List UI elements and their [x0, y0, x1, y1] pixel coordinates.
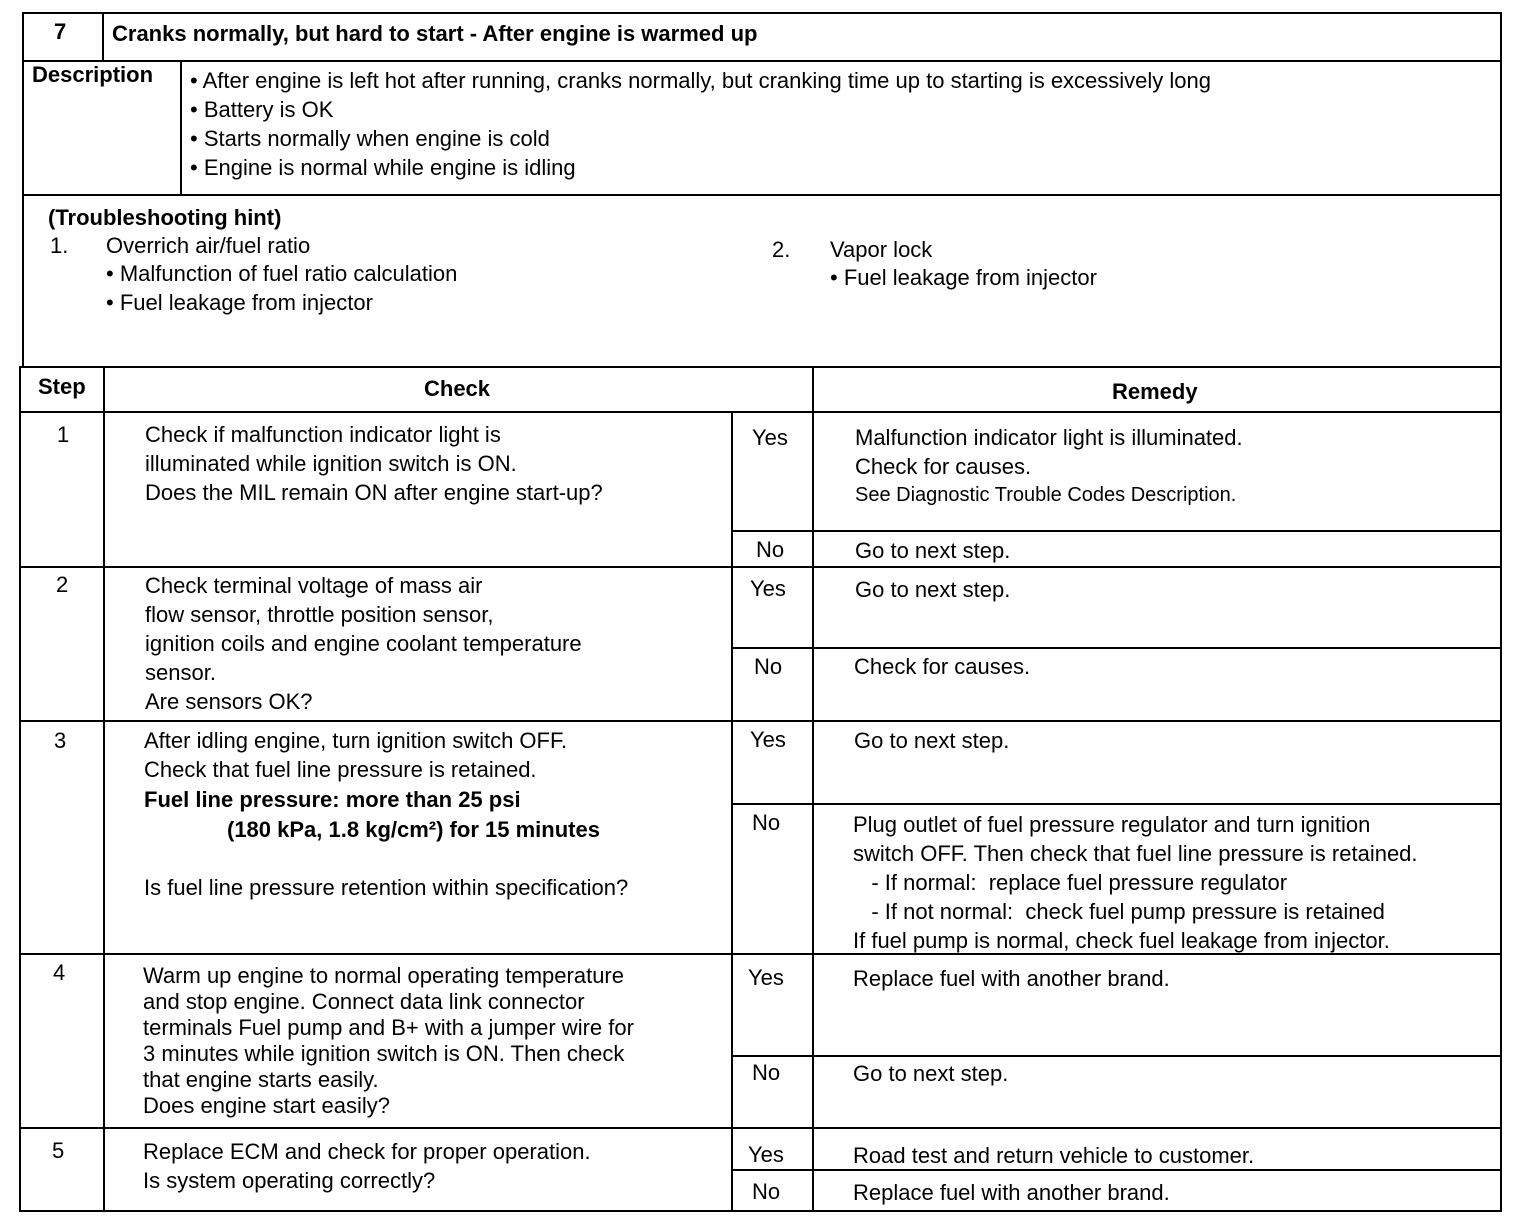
step-check: Check terminal voltage of mass air flow sensor, throttle position sensor, ignition coils and engine coolant temperature sensor. Are sensors OK? — [145, 573, 582, 714]
hint-2-number: 2. — [772, 237, 791, 262]
hint-2-items — [830, 263, 1097, 292]
no-remedy: Replace fuel with another brand. — [853, 1180, 1170, 1205]
yes-remedy: Road test and return vehicle to customer. — [853, 1143, 1255, 1168]
no-remedy: Check for causes. — [854, 654, 1031, 679]
no-label: No — [752, 1179, 781, 1204]
column-header-step: Step — [38, 374, 86, 399]
hint-1-item: • Fuel leakage from injector — [106, 290, 373, 315]
spec-line-2: (180 kPa, 1.8 kg/cm²) for 15 minutes — [227, 817, 600, 842]
yes-label: Yes — [748, 965, 784, 990]
column-header-remedy: Remedy — [1112, 379, 1198, 404]
hint-1-number: 1. — [50, 233, 69, 258]
step-number: 4 — [53, 960, 66, 985]
description-list — [190, 66, 1211, 182]
step-question: Is fuel line pressure retention within specification? — [144, 875, 629, 900]
step-number: 5 — [52, 1138, 65, 1163]
spec-line-1: Fuel line pressure: more than 25 psi — [144, 787, 521, 812]
yes-label: Yes — [748, 1142, 784, 1167]
step-number: 2 — [56, 572, 69, 597]
yes-remedy: Malfunction indicator light is illuminated. Check for causes. See Diagnostic Trouble Codes Description. — [855, 423, 1243, 510]
step-check: After idling engine, turn ignition switch OFF. Check that fuel line pressure is retained. — [144, 728, 568, 782]
no-label: No — [756, 537, 785, 562]
step-check: Warm up engine to normal operating temperature and stop engine. Connect data link connector terminals Fuel pump and B+ with a jumper wire for 3 minutes while ignition switch is ON. Then check that engine starts easily. Does engine start easily? — [143, 963, 634, 1118]
hint-1-title: Overrich air/fuel ratio — [106, 233, 311, 258]
hint-1-items — [106, 259, 457, 317]
hint-2-item: • Fuel leakage from injector — [830, 265, 1097, 290]
description-item: • Engine is normal while engine is idling — [190, 155, 576, 180]
description-item: • After engine is left hot after running, cranks normally, but cranking time up to starting is excessively long — [190, 68, 1212, 93]
hint-title: (Troubleshooting hint) — [48, 205, 282, 230]
problem-title: Cranks normally, but hard to start - After engine is warmed up — [112, 21, 758, 46]
yes-label: Yes — [752, 425, 788, 450]
yes-remedy: Go to next step. — [854, 728, 1010, 753]
yes-label: Yes — [750, 727, 786, 752]
remedy-note: See Diagnostic Trouble Codes Description. — [855, 484, 1237, 506]
step-number: 1 — [57, 422, 70, 447]
yes-remedy: Go to next step. — [855, 577, 1011, 602]
yes-label: Yes — [750, 576, 786, 601]
description-label: Description — [32, 62, 154, 87]
no-remedy: Go to next step. — [855, 538, 1011, 563]
step-check: Replace ECM and check for proper operation. Is system operating correctly? — [143, 1139, 591, 1193]
no-remedy: Plug outlet of fuel pressure regulator and turn ignition switch OFF. Then check that fuel line pressure is retained. - If normal: replace fuel pressure regulator - If not normal: check fuel pump pressure is retained If fuel pump is normal, check fuel leakage from injector. — [853, 812, 1418, 953]
hint-2-title: Vapor lock — [830, 237, 933, 262]
step-check: Check if malfunction indicator light is illuminated while ignition switch is ON. Does the MIL remain ON after engine start-up? — [145, 422, 603, 505]
no-label: No — [752, 1060, 781, 1085]
yes-remedy: Replace fuel with another brand. — [853, 966, 1170, 991]
problem-number: 7 — [54, 19, 67, 44]
no-label: No — [754, 654, 783, 679]
no-remedy: Go to next step. — [853, 1061, 1009, 1086]
description-item: • Battery is OK — [190, 97, 334, 122]
step-number: 3 — [54, 728, 67, 753]
no-label: No — [752, 810, 781, 835]
column-header-check: Check — [424, 376, 491, 401]
description-item: • Starts normally when engine is cold — [190, 126, 550, 151]
hint-1-item: • Malfunction of fuel ratio calculation — [106, 261, 458, 286]
